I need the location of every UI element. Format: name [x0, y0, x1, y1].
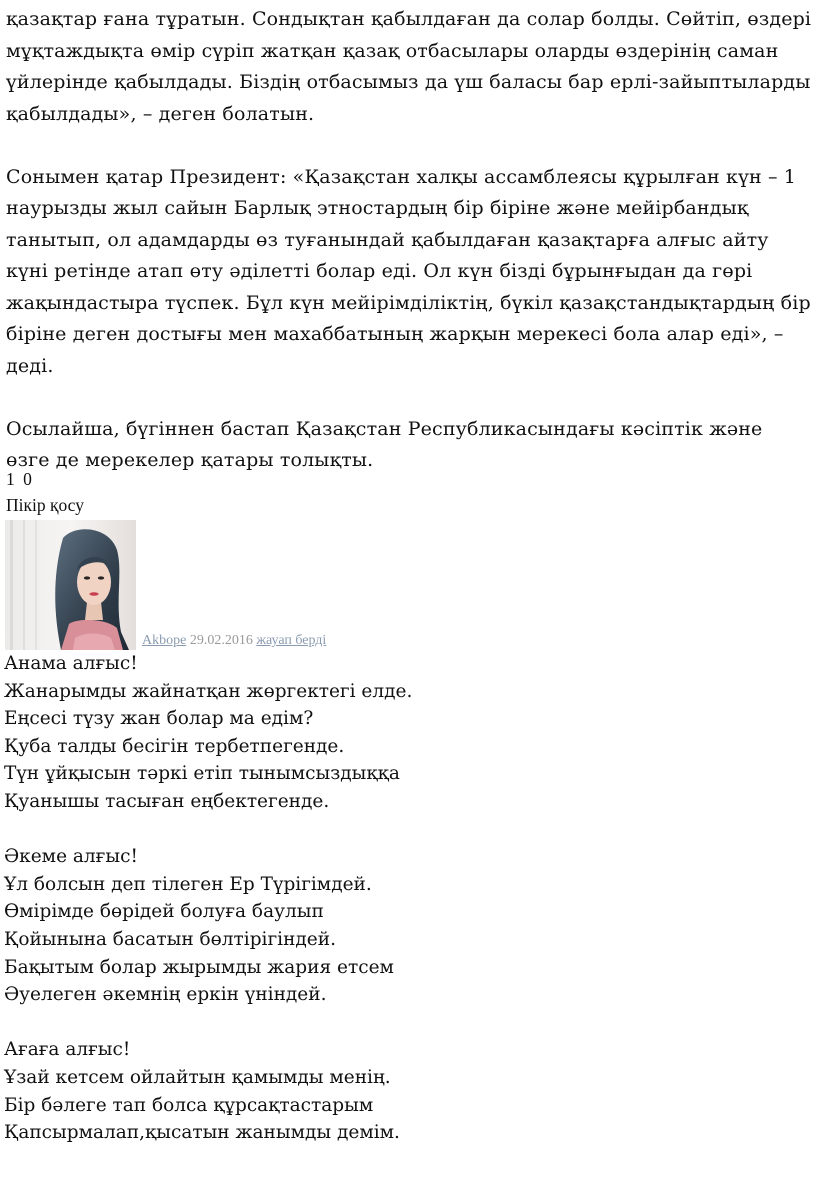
poem-line: Қуанышы тасыған еңбектегенде.: [4, 790, 330, 812]
poem-stanza: [4, 650, 804, 816]
comment-date: 29.02.2016: [189, 633, 253, 648]
poem-line: Түн ұйқысын тәркі етіп тынымсыздыққа: [4, 763, 400, 785]
poem-line: Ұзай кетсем ойлайтын қамымды менің.: [4, 1066, 391, 1088]
vote-counter: [6, 469, 34, 490]
poem-line: Ұл болсын деп тілеген Ер Түрігімдей.: [4, 873, 372, 895]
downvote-count[interactable]: 0: [23, 469, 34, 489]
comment-meta: [142, 633, 326, 649]
poem-line: Өмірімде бөрідей болуға баулып: [4, 901, 324, 923]
poem-stanza: [4, 843, 804, 1009]
poem-line: Әуелеген әкемнің еркін үніндей.: [4, 984, 327, 1006]
poem-line: Еңсесі түзу жан болар ма едім?: [4, 708, 314, 730]
add-comment-link[interactable]: Пікір қосу: [6, 495, 84, 515]
article-text: [6, 4, 812, 477]
poem-stanza: [4, 1036, 804, 1146]
reply-link[interactable]: жауап берді: [256, 633, 327, 648]
poem-line: Бақытым болар жырымды жария етсем: [4, 956, 394, 978]
avatar: [5, 520, 136, 650]
poem-line: Жанарымды жайнатқан жөргектегі елде.: [4, 680, 413, 702]
poem-line: Қойынына басатын бөлтірігіндей.: [4, 928, 336, 950]
comment-header: [5, 518, 326, 650]
article-paragraph: Осылайша, бүгіннен бастап Қазақстан Республикасындағы кәсіптік және өзге де мерекелер қатары толықты.: [6, 417, 763, 471]
comment-body: [4, 650, 804, 1147]
poem-line: Ағаға алғыс!: [4, 1039, 131, 1061]
poem-line: Анама алғыс!: [4, 653, 138, 674]
poem-line: Әкеме алғыс!: [4, 846, 138, 868]
poem-line: Бір бәлеге тап болса құрсақтастарым: [4, 1094, 374, 1116]
article-paragraph: Сонымен қатар Президент: «Қазақстан халқы ассамблеясы құрылған күн – 1 наурызды жыл сайын Барлық этностардың бір біріне және мейірбандық танытып, ол адамдарды өз туғанындай қабылдаған қазақтарға алғыс айту күні ретінде атап өту әділетті болар еді. Ол күн бізді бұрынғыдан да гөрі жақындастыра түспек. Бұл күн мейірімділіктің, бүкіл қазақстандықтардың бір біріне деген достығы мен махаббатының жарқын мерекесі бола алар еді», – деді.: [6, 165, 811, 377]
comment-author-link[interactable]: Akbope: [142, 633, 187, 648]
article-paragraph: қазақтар ғана тұратын. Сондықтан қабылдаған да солар болды. Сөйтіп, өздері мұқтаждықта өмір сүріп жатқан қазақ отбасылары оларды өздерінің саман үйлерінде қабылдады. Біздің отбасымыз да үш баласы бар ерлі-зайыптыларды қабылдады», – деген болатын.: [6, 8, 812, 125]
upvote-count[interactable]: 1: [6, 469, 17, 489]
poem-line: Қуба талды бесігін тербетпегенде.: [4, 735, 345, 757]
poem-line: Қапсырмалап,қысатын жанымды демім.: [4, 1122, 400, 1144]
